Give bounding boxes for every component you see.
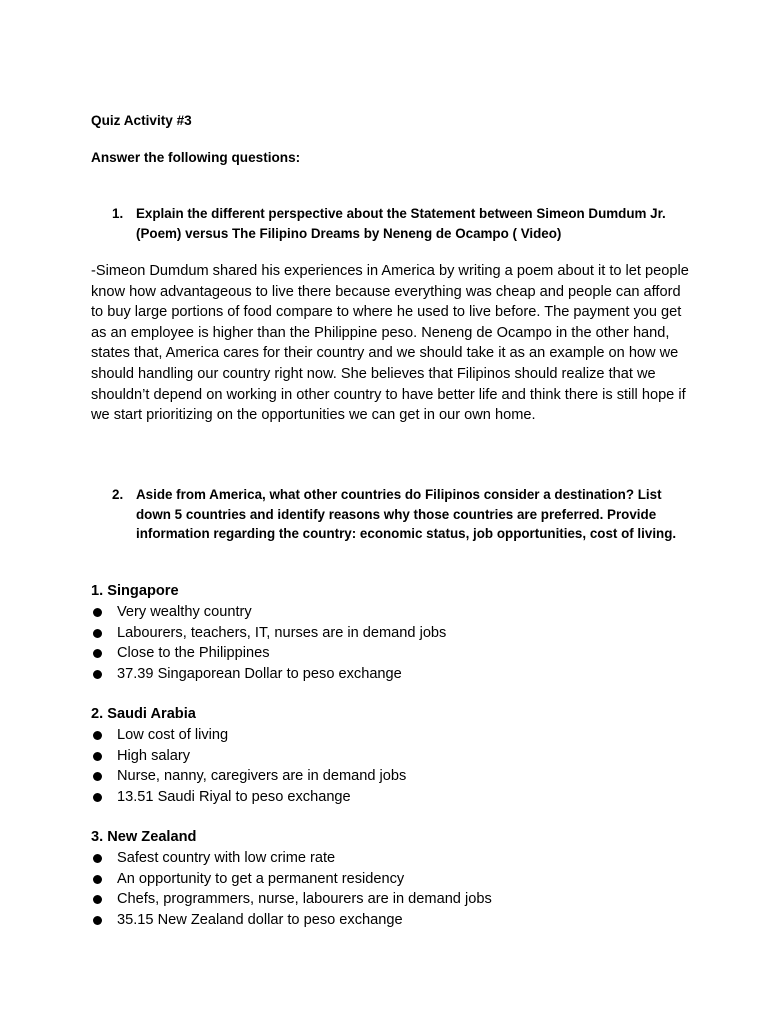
bullet-icon: [93, 916, 102, 925]
list-item: [91, 623, 691, 644]
list-item: [91, 910, 691, 931]
bullet-list: [91, 602, 691, 684]
bullet-icon: [93, 854, 102, 863]
bullet-icon: [93, 895, 102, 904]
bullet-icon: [93, 670, 102, 679]
list-item-text: 13.51 Saudi Riyal to peso exchange: [117, 788, 351, 805]
list-item: [91, 602, 691, 623]
bullet-list: [91, 848, 691, 930]
list-item: [91, 746, 691, 767]
country-title: 2. Saudi Arabia: [91, 706, 196, 722]
list-item: [91, 766, 691, 787]
bullet-icon: [93, 629, 102, 638]
question-1: [112, 204, 682, 243]
list-item-text: High salary: [117, 747, 190, 764]
bullet-icon: [93, 875, 102, 884]
bullet-icon: [93, 731, 102, 740]
list-item-text: Labourers, teachers, IT, nurses are in demand jobs: [117, 624, 447, 641]
list-item: [91, 848, 691, 869]
list-item-text: Safest country with low crime rate: [117, 850, 336, 866]
list-item-text: 37.39 Singaporean Dollar to peso exchange: [117, 665, 402, 682]
question-number: 2.: [112, 487, 124, 502]
question-text: Aside from America, what other countries do Filipinos consider a destination? List down 5 countries and identify reasons why those countries are preferred. Provide information regarding the country: economic status, job opportunities, cost of living.: [136, 487, 677, 541]
list-item-text: Close to the Philippines: [117, 645, 270, 661]
country-title: 3. New Zealand: [91, 829, 197, 845]
list-item: [91, 664, 691, 685]
bullet-list: [91, 725, 691, 807]
answer-paragraph: -Simeon Dumdum shared his experiences in America by writing a poem about it to let people know how advantageous to live there because everything was cheap and people can afford to buy large portions of food compare to where he used to live before. The payment you get as an employee is higher than the Philippine peso. Neneng de Ocampo in the other hand, states that, America cares for their country and we should take it as an example on how we should handling our country right now. She believes that Filipinos should realize that we shouldn’t depend on working in other country to have better life and think there is still hope if we start prioritizing on the opportunities we can get in our own home.: [91, 263, 689, 424]
list-item-text: Chefs, programmers, nurse, labourers are in demand jobs: [117, 891, 492, 907]
list-item: [91, 725, 691, 746]
list-item-text: 35.15 New Zealand dollar to peso exchange: [117, 911, 403, 928]
list-item: [91, 787, 691, 808]
question-number: 1.: [112, 206, 124, 221]
question-2: [112, 485, 682, 544]
country-title: 1. Singapore: [91, 583, 179, 599]
list-item: [91, 869, 691, 890]
bullet-icon: [93, 752, 102, 761]
bullet-icon: [93, 793, 102, 802]
list-item-text: Very wealthy country: [117, 604, 252, 620]
instruction-text: Answer the following questions:: [91, 150, 301, 165]
quiz-title: Quiz Activity #3: [91, 113, 192, 128]
bullet-icon: [93, 608, 102, 617]
question-text: Explain the different perspective about the Statement between Simeon Dumdum Jr. (Poem) versus The Filipino Dreams by Neneng de Ocampo ( Video): [136, 206, 666, 241]
list-item-text: Low cost of living: [117, 727, 229, 743]
list-item: [91, 643, 691, 664]
list-item-text: An opportunity to get a permanent residency: [117, 870, 405, 887]
bullet-icon: [93, 772, 102, 781]
bullet-icon: [93, 649, 102, 658]
list-item-text: Nurse, nanny, caregivers are in demand jobs: [117, 768, 407, 784]
list-item: [91, 889, 691, 910]
